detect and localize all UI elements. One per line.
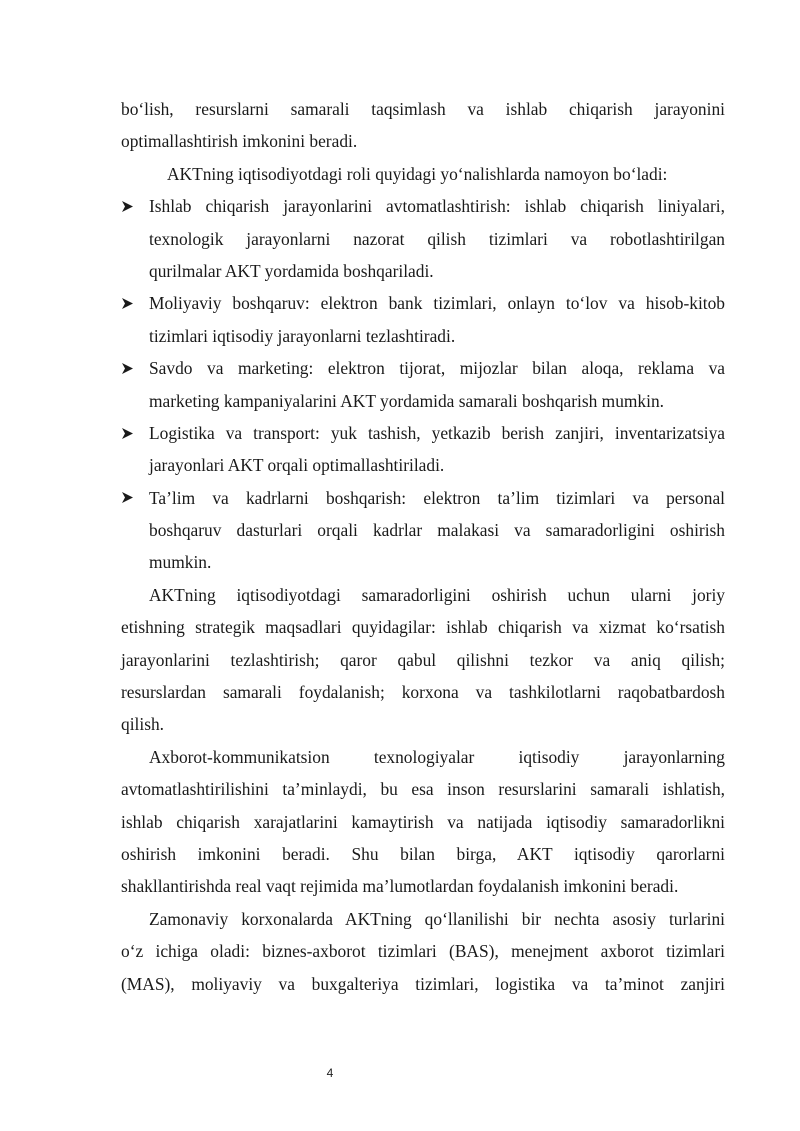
text-span: tizimlari iqtisodiy jarayonlarni tezlashtiradi. — [149, 325, 456, 346]
text-line — [121, 449, 725, 481]
text-line: Zamonaviy korxonalarda AKTning qo‘llanilishi bir nechta asosiy turlarini — [149, 908, 725, 929]
paragraph — [121, 579, 725, 741]
paragraph — [121, 903, 725, 1000]
text-span: boshqaruv dasturlari orqali kadrlar malakasi va samaradorligini oshirish — [149, 520, 725, 541]
text-line — [121, 287, 725, 319]
list-item — [121, 190, 725, 287]
text-line — [121, 255, 725, 287]
text-span: marketing kampaniyalarini AKT yordamida samarali boshqarish mumkin. — [149, 390, 665, 411]
page-number: 4 — [326, 1066, 334, 1080]
text-span: Moliyaviy boshqaruv: elektron bank tizimlari, onlayn to‘lov va hisob-kitob — [149, 293, 725, 314]
text-line: optimallashtirish imkonini beradi. — [121, 131, 358, 152]
text-line: Axborot-kommunikatsion texnologiyalar iqtisodiy jarayonlarning — [149, 746, 725, 767]
arrow-bullet-icon — [121, 482, 141, 514]
text-line — [121, 190, 725, 222]
text-line: resurslardan samarali foydalanish; korxona va tashkilotlarni raqobatbardosh — [121, 682, 725, 703]
list-item — [121, 352, 725, 417]
text-line — [121, 223, 725, 255]
arrow-bullet-icon — [121, 352, 141, 384]
text-line — [121, 417, 725, 449]
text-span: texnologik jarayonlarni nazorat qilish tizimlari va robotlashtirilgan — [149, 228, 725, 249]
text-line: avtomatlashtirilishini ta’minlaydi, bu esa inson resurslarini samarali ishlatish, — [121, 779, 725, 800]
text-line — [121, 514, 725, 546]
text-line: etishning strategik maqsadlari quyidagilar: ishlab chiqarish va xizmat ko‘rsatish — [121, 617, 725, 638]
bullet-list — [121, 190, 725, 579]
text-line — [121, 352, 725, 384]
section-lead: AKTning iqtisodiyotdagi roli quyidagi yo‘nalishlarda namoyon bo‘ladi: — [167, 163, 668, 184]
text-line: bo‘lish, resurslarni samarali taqsimlash va ishlab chiqarish jarayonini — [121, 99, 725, 119]
paragraph-group — [121, 579, 725, 1000]
paragraph — [121, 741, 725, 903]
text-line — [121, 482, 725, 514]
text-span: Savdo va marketing: elektron tijorat, mijozlar bilan aloqa, reklama va — [149, 358, 725, 379]
text-line — [121, 385, 725, 417]
arrow-bullet-icon — [121, 190, 141, 222]
text-line: AKTning iqtisodiyotdagi samaradorligini oshirish uchun ularni joriy — [149, 584, 725, 605]
arrow-bullet-icon — [121, 417, 141, 449]
text-span: Ishlab chiqarish jarayonlarini avtomatlashtirish: ishlab chiqarish liniyalari, — [149, 196, 725, 217]
text-line: shakllantirishda real vaqt rejimida ma’lumotlardan foydalanish imkonini beradi. — [121, 876, 679, 897]
text-span: Ta’lim va kadrlarni boshqarish: elektron ta’lim tizimlari va personal — [149, 487, 725, 508]
text-line — [121, 320, 725, 352]
list-item — [121, 482, 725, 579]
text-span: jarayonlari AKT orqali optimallashtiriladi. — [149, 455, 445, 476]
arrow-bullet-icon — [121, 287, 141, 319]
text-span: mumkin. — [149, 552, 212, 573]
text-line — [121, 546, 725, 578]
text-line: ishlab chiqarish xarajatlarini kamaytirish va natijada iqtisodiy samaradorlikni — [121, 811, 725, 832]
text-line: qilish. — [121, 714, 165, 735]
text-line: (MAS), moliyaviy va buxgalteriya tizimlari, logistika va ta’minot zanjiri — [121, 973, 725, 994]
list-item — [121, 287, 725, 352]
text-span: qurilmalar AKT yordamida boshqariladi. — [149, 260, 434, 281]
document-page — [121, 93, 725, 1000]
text-line: o‘z ichiga oladi: biznes-axborot tizimlari (BAS), menejment axborot tizimlari — [121, 941, 725, 962]
text-line: oshirish imkonini beradi. Shu bilan birga, AKT iqtisodiy qarorlarni — [121, 843, 725, 864]
list-item — [121, 417, 725, 482]
text-line: jarayonlarini tezlashtirish; qaror qabul qilishni tezkor va aniq qilish; — [121, 649, 725, 670]
text-span: Logistika va transport: yuk tashish, yetkazib berish zanjiri, inventarizatsiya — [149, 422, 725, 443]
